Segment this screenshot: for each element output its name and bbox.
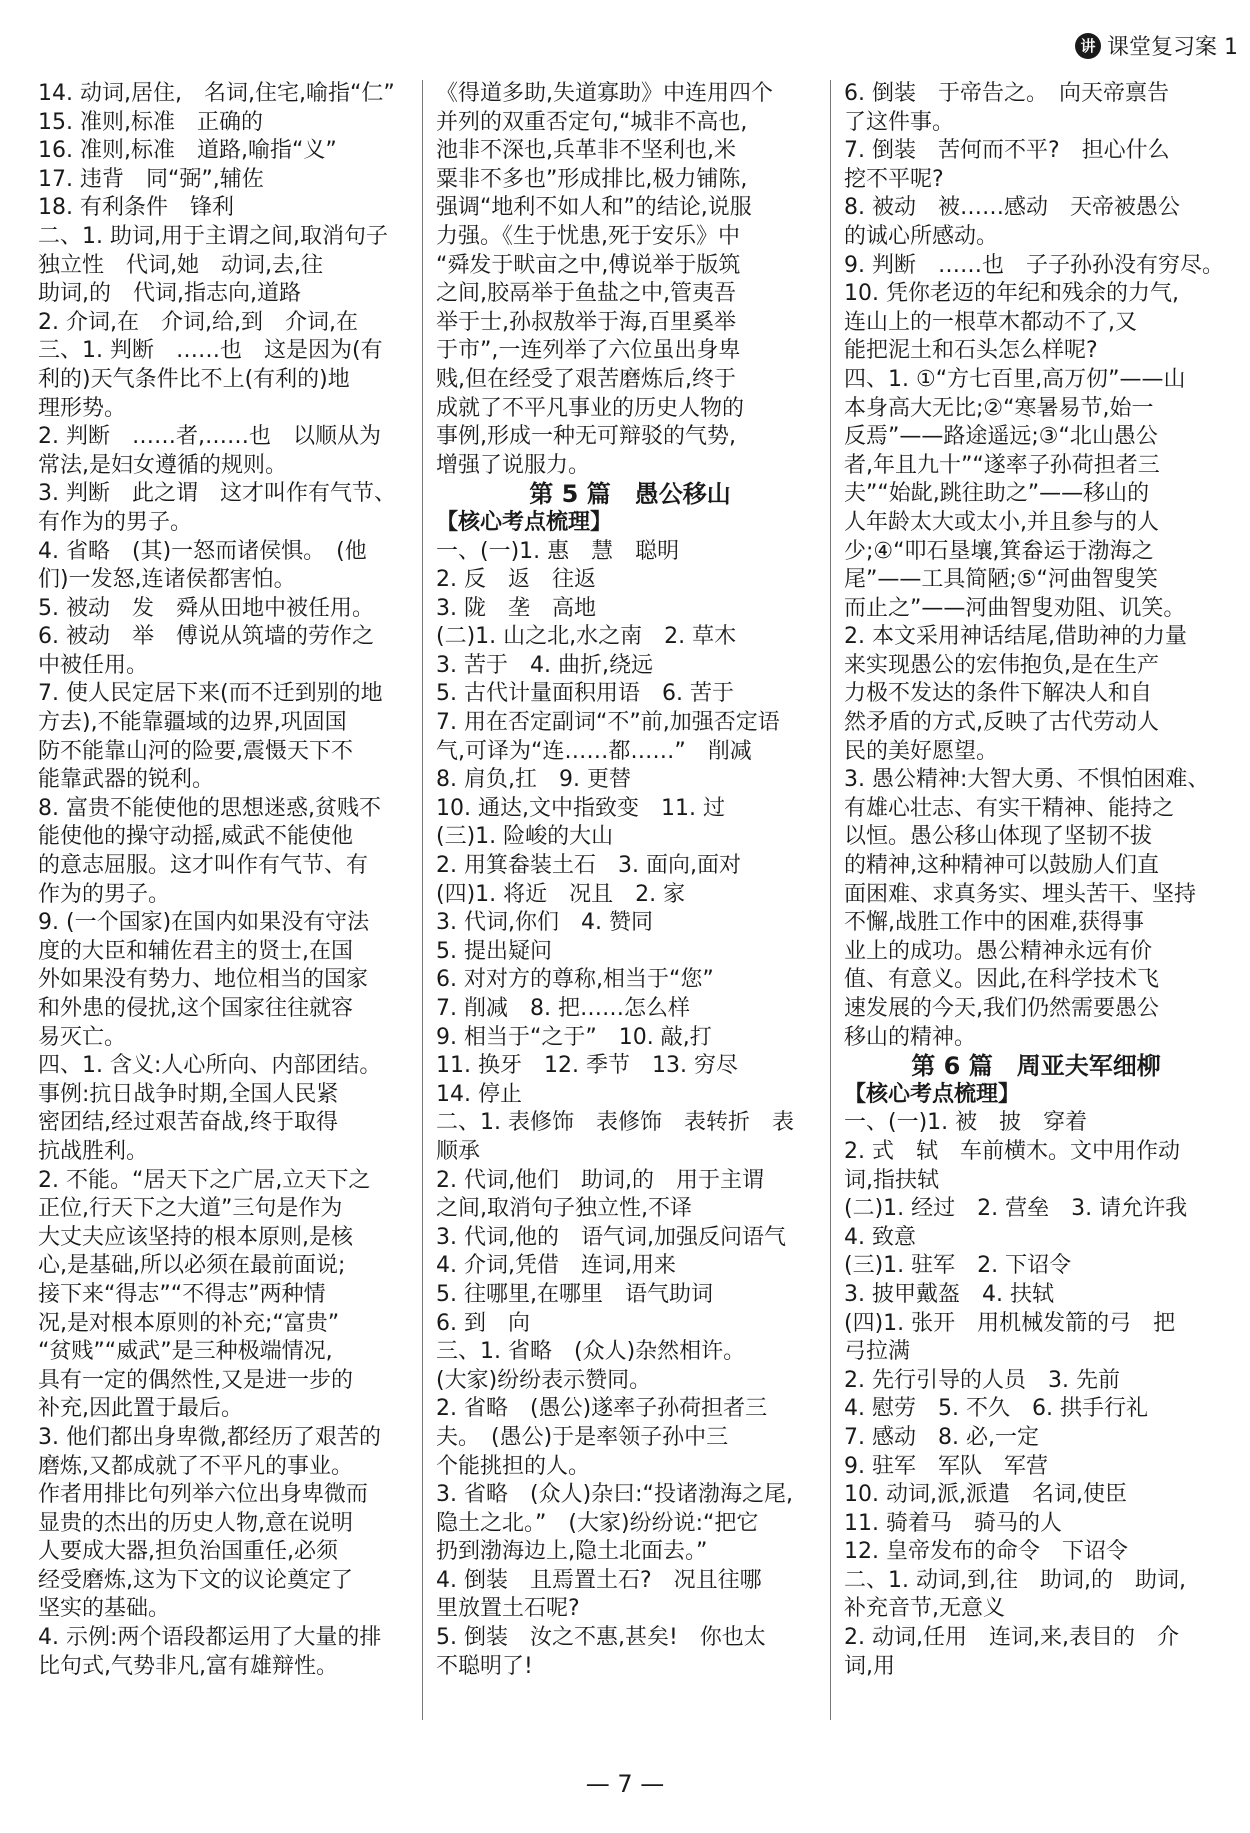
answer-line: 《得道多助,失道寡助》中连用四个 [436, 81, 773, 106]
answer-line: 事例,形成一种无可辩驳的气势, [436, 424, 736, 450]
answer-line: 比句式,气势非凡,富有雄辩性。 [38, 1653, 338, 1679]
answer-line: 况,是对根本原则的补充;“富贵” [38, 1310, 340, 1336]
answer-columns [38, 80, 1228, 1720]
answer-line: 不懈,战胜工作中的困难,获得事 [844, 910, 1144, 936]
answer-line: 二、1. 表修饰 表修饰 表转折 表 [436, 1110, 794, 1136]
answer-line: 15. 准则,标准 正确的 [38, 109, 263, 135]
answer-line: 三、1. 判断 ……也 这是因为(有 [38, 338, 383, 364]
answer-line: 而止之”——河曲智叟劝阻、讥笑。 [844, 595, 1186, 621]
answer-line: 5. 被动 发 舜从田地中被任用。 [38, 595, 374, 621]
answer-line: (大家)纷纷表示赞同。 [436, 1367, 652, 1393]
answer-line: 成就了不平凡事业的历史人物的 [436, 395, 745, 421]
answer-line: 【核心考点梳理】 [436, 509, 613, 535]
answer-line: 心,是基础,所以必须在最前面说; [38, 1253, 346, 1279]
answer-line: 18. 有利条件 锋利 [38, 195, 234, 221]
answer-line: 2. 不能。“居天下之广居,立天下之 [38, 1167, 371, 1193]
answer-line: 民的美好愿望。 [844, 738, 999, 764]
answer-line: 的诚心所感动。 [844, 223, 999, 249]
answer-line: 4. 介词,凭借 连词,用来 [436, 1253, 676, 1279]
answer-line: 能把泥土和石头怎么样呢? [844, 338, 1098, 364]
answer-line: (二)1. 经过 2. 营垒 3. 请允许我 [844, 1196, 1188, 1222]
answer-line: 夫。 (愚公)于是率领子孙中三 [436, 1424, 729, 1450]
answer-line: 第 5 篇 愚公移山 [529, 480, 731, 509]
answer-line: 有作为的男子。 [38, 509, 193, 535]
answer-line: 3. 省略 (众人)杂曰:“投诸渤海之尾, [436, 1482, 793, 1508]
answer-line: 二、1. 动词,到,往 助词,的 助词, [844, 1567, 1186, 1593]
answer-line: 然矛盾的方式,反映了古代劳动人 [844, 710, 1159, 736]
answer-line: 方去),不能靠疆域的边界,巩固国 [38, 710, 347, 736]
answer-line: 气,可译为“连……都……” 削减 [436, 738, 752, 764]
answer-line: 挖不平呢? [844, 166, 944, 192]
answer-line: 第 6 篇 周亚夫军细柳 [911, 1052, 1161, 1081]
answer-line: 四、1. ①“方七百里,高万仞”——山 [844, 366, 1186, 392]
answer-line: 4. 示例:两个语段都运用了大量的排 [38, 1625, 382, 1651]
answer-line: 四、1. 含义:人心所向、内部团结。 [38, 1053, 382, 1079]
answer-line: 7. 使人民定居下来(而不迁到别的地 [38, 681, 383, 707]
answer-line: 17. 违背 同“弼”,辅佐 [38, 166, 264, 192]
answer-line: 具有一定的偶然性,又是进一步的 [38, 1367, 353, 1393]
answer-line: 池非不深也,兵革非不坚利也,米 [436, 138, 736, 164]
answer-line: 独立性 代词,她 动词,去,往 [38, 252, 323, 278]
page-number: — 7 — [585, 1770, 665, 1798]
column-divider [830, 80, 831, 1720]
answer-line: 里放置土石呢? [436, 1596, 580, 1622]
answer-line: 3. 披甲戴盔 4. 扶轼 [844, 1281, 1054, 1307]
answer-line: 7. 削减 8. 把……怎么样 [436, 996, 690, 1021]
answer-line: 并列的双重否定句,“城非不高也, [436, 109, 748, 135]
answer-line: 能使他的操守动摇,威武不能使他 [38, 824, 353, 850]
answer-line: 6. 到 向 [436, 1310, 530, 1336]
answer-line: 外如果没有势力、地位相当的国家 [38, 967, 369, 993]
answer-line: 坚实的基础。 [38, 1596, 171, 1622]
answer-line: 本身高大无比;②“寒暑易节,始一 [844, 395, 1154, 421]
answer-line: 5. 往哪里,在哪里 语气助词 [436, 1281, 713, 1307]
answer-line: 的意志屈服。这才叫作有气节、有 [38, 853, 369, 879]
answer-line: 之间,胶鬲举于鱼盐之中,管夷吾 [436, 281, 736, 307]
answer-line: 5. 倒装 汝之不惠,甚矣! 你也太 [436, 1625, 766, 1651]
answer-line: 度的大臣和辅佐君主的贤士,在国 [38, 938, 353, 964]
answer-line: 10. 凭你老迈的年纪和残余的力气, [844, 281, 1179, 307]
answer-line: 3. 代词,他的 语气词,加强反问语气 [436, 1224, 786, 1250]
column-middle [436, 80, 824, 1720]
answer-line: 【核心考点梳理】 [844, 1081, 1021, 1107]
answer-line: 3. 代词,你们 4. 赞同 [436, 910, 653, 936]
answer-line: (三)1. 驻军 2. 下诏令 [844, 1253, 1072, 1279]
answer-line: 二、1. 助词,用于主谓之间,取消句子 [38, 223, 388, 249]
answer-line: 11. 骑着马 骑马的人 [844, 1510, 1062, 1536]
answer-line: 反焉”——路途遥远;③“北山愚公 [844, 424, 1158, 450]
answer-line: 们)一发怒,连诸侯都害怕。 [38, 567, 296, 593]
answer-line: (四)1. 将近 况且 2. 家 [436, 881, 686, 907]
answer-line: 增强了说服力。 [436, 452, 591, 478]
answer-line: 10. 通达,文中指致变 11. 过 [436, 795, 725, 821]
answer-line: 2. 先行引导的人员 3. 先前 [844, 1367, 1120, 1393]
answer-line: 粟非不多也”形成排比,极力铺陈, [436, 166, 748, 192]
answer-line: 力强。《生于忧患,死于安乐》中 [436, 223, 740, 249]
answer-line: 补充音节,无意义 [844, 1596, 1005, 1622]
answer-line: 扔到渤海边上,隐土北面去。” [436, 1539, 708, 1565]
answer-line: 3. 陇 垄 高地 [436, 595, 596, 621]
answer-line: 6. 对对方的尊称,相当于“您” [436, 967, 714, 993]
answer-line: 7. 感动 8. 必,一定 [844, 1424, 1039, 1450]
answer-line: 5. 提出疑问 [436, 938, 552, 964]
answer-line: 人要成大器,担负治国重任,必须 [38, 1539, 338, 1565]
answer-line: 词,用 [844, 1653, 895, 1679]
answer-line: 事例:抗日战争时期,全国人民紧 [38, 1081, 339, 1107]
answer-line: 利的)天气条件比不上(有利的)地 [38, 366, 350, 392]
answer-line: 4. 省略 (其)一怒而诸侯惧。 (他 [38, 538, 367, 564]
answer-line: 力极不发达的条件下解决人和自 [844, 681, 1153, 707]
answer-line: 来实现愚公的宏伟抱负,是在生产 [844, 652, 1159, 678]
answer-line: 12. 皇帝发布的命令 下诏令 [844, 1539, 1128, 1565]
answer-line: 2. 本文采用神话结尾,借助神的力量 [844, 624, 1187, 650]
answer-line: 的精神,这种精神可以鼓励人们直 [844, 853, 1159, 879]
answer-line: 和外患的侵扰,这个国家往往就容 [38, 996, 353, 1021]
answer-line: 2. 反 返 往返 [436, 567, 596, 593]
answer-line: 顺承 [436, 1138, 481, 1164]
answer-line: 速发展的今天,我们仍然需要愚公 [844, 996, 1159, 1021]
answer-line: 易灭亡。 [38, 1024, 127, 1050]
answer-line: 2. 判断 ……者,……也 以顺从为 [38, 424, 381, 450]
answer-line: 14. 动词,居住, 名词,住宅,喻指“仁” [38, 81, 395, 106]
answer-line: 助词,的 代词,指志向,道路 [38, 281, 301, 307]
answer-line: 理形势。 [38, 395, 127, 421]
answer-line: 经受磨炼,这为下文的议论奠定了 [38, 1567, 353, 1593]
answer-line: 业上的成功。愚公精神永远有价 [844, 938, 1153, 964]
answer-line: 一、(一)1. 惠 慧 聪明 [436, 538, 680, 564]
answer-line: 贱,但在经受了艰苦磨炼后,终于 [436, 366, 736, 392]
answer-line: 补充,因此置于最后。 [38, 1396, 243, 1422]
answer-line: 8. 富贵不能使他的思想迷惑,贫贱不 [38, 795, 381, 821]
answer-line: 了这件事。 [844, 109, 955, 135]
answer-line: 4. 慰劳 5. 不久 6. 拱手行礼 [844, 1396, 1148, 1422]
answer-line: 以恒。愚公移山体现了坚韧不拔 [844, 824, 1153, 850]
answer-line: 3. 判断 此之谓 这才叫作有气节、 [38, 481, 396, 507]
answer-line: 2. 用箕畚装土石 3. 面向,面对 [436, 853, 741, 879]
answer-line: 3. 愚公精神:大智大勇、不惧怕困难、 [844, 767, 1210, 793]
answer-line: 举于士,孙叔敖举于海,百里奚举 [436, 309, 736, 335]
answer-line: 值、有意义。因此,在科学技术飞 [844, 967, 1159, 993]
answer-line: 词,指扶轼 [844, 1167, 939, 1193]
answer-line: 3. 苦于 4. 曲折,绕远 [436, 652, 653, 678]
answer-line: 7. 用在否定副词“不”前,加强否定语 [436, 710, 780, 736]
answer-line: 少;④“叩石垦壤,箕畚运于渤海之 [844, 538, 1154, 564]
answer-line: 9. 判断 ……也 子子孙孙没有穷尽。 [844, 252, 1224, 278]
answer-line: “贫贱”“威武”是三种极端情况, [38, 1339, 333, 1365]
answer-line: 10. 动词,派,派遣 名词,使臣 [844, 1482, 1127, 1508]
answer-line: 显贵的杰出的历史人物,意在说明 [38, 1510, 353, 1536]
answer-line: 6. 倒装 于帝告之。 向天帝禀告 [844, 81, 1169, 106]
answer-line: 移山的精神。 [844, 1024, 977, 1050]
answer-line: 11. 换牙 12. 季节 13. 穷尽 [436, 1053, 738, 1079]
answer-line: 不聪明了! [436, 1653, 533, 1679]
answer-line: 6. 被动 举 傅说从筑墙的劳作之 [38, 624, 374, 650]
answer-line: 9. 驻军 军队 军营 [844, 1453, 1048, 1479]
answer-line: 有雄心壮志、有实干精神、能持之 [844, 795, 1175, 821]
answer-line: 5. 古代计量面积用语 6. 苦于 [436, 681, 734, 707]
answer-line: 能靠武器的锐利。 [38, 767, 215, 793]
answer-line: 作为的男子。 [38, 881, 171, 907]
answer-line: 之间,取消句子独立性,不译 [436, 1196, 692, 1222]
answer-line: (二)1. 山之北,水之南 2. 草木 [436, 624, 737, 650]
answer-line: 弓拉满 [844, 1339, 911, 1365]
answer-line: 14. 停止 [436, 1081, 522, 1107]
answer-line: 8. 肩负,扛 9. 更替 [436, 767, 631, 793]
answer-line: “舜发于畎亩之中,傅说举于版筑 [436, 252, 741, 278]
answer-line: (四)1. 张开 用机械发箭的弓 把 [844, 1310, 1176, 1336]
answer-line: 常法,是妇女遵循的规则。 [38, 452, 287, 478]
answer-line: 3. 他们都出身卑微,都经历了艰苦的 [38, 1424, 381, 1450]
answer-line: 作者用排比句列举六位出身卑微而 [38, 1482, 369, 1508]
column-divider [422, 80, 423, 1720]
answer-line: 尾”——工具简陋;⑤“河曲智叟笑 [844, 567, 1158, 593]
answer-line: 强调“地利不如人和”的结论,说服 [436, 195, 752, 221]
page-header [1075, 30, 1238, 61]
answer-line: 于市”,一连列举了六位虽出身卑 [436, 338, 741, 364]
answer-line: 16. 准则,标准 道路,喻指“义” [38, 138, 337, 164]
answer-line: 防不能靠山河的险要,震慑天下不 [38, 738, 353, 764]
answer-line: 2. 动词,任用 连词,来,表目的 介 [844, 1625, 1179, 1651]
answer-line: 2. 介词,在 介词,给,到 介词,在 [38, 309, 358, 335]
answer-line: 2. 省略 (愚公)遂率子孙荷担者三 [436, 1396, 768, 1422]
answer-line: 4. 倒装 且焉置土石? 况且往哪 [436, 1567, 762, 1593]
answer-line: 9. (一个国家)在国内如果没有守法 [38, 910, 370, 936]
column-right [844, 80, 1228, 1720]
answer-line: 人年龄太大或太小,并且参与的人 [844, 509, 1159, 535]
answer-line: 9. 相当于“之于” 10. 敲,打 [436, 1024, 712, 1050]
answer-line: 隐土之北。” (大家)纷纷说:“把它 [436, 1510, 759, 1536]
answer-line: 密团结,经过艰苦奋战,终于取得 [38, 1110, 338, 1136]
answer-line: 面困难、求真务实、埋头苦干、坚持 [844, 881, 1197, 907]
answer-line: 接下来“得志”“不得志”两种情 [38, 1281, 326, 1307]
answer-line: 一、(一)1. 被 披 穿着 [844, 1110, 1088, 1136]
column-left [38, 80, 408, 1720]
answer-line: 者,年且九十”“遂率子孙荷担者三 [844, 452, 1160, 478]
answer-line: (三)1. 险峻的大山 [436, 824, 614, 850]
answer-line: 三、1. 省略 (众人)杂然相许。 [436, 1339, 746, 1365]
answer-line: 2. 代词,他们 助词,的 用于主谓 [436, 1167, 764, 1193]
header-title: 课堂复习案 1 [1107, 35, 1238, 60]
answer-line: 磨炼,又都成就了不平凡的事业。 [38, 1453, 353, 1479]
book-logo-icon: 讲 [1075, 33, 1101, 59]
answer-line: 8. 被动 被……感动 天帝被愚公 [844, 195, 1180, 221]
answer-line: 大丈夫应该坚持的根本原则,是核 [38, 1224, 353, 1250]
answer-line: 中被任用。 [38, 652, 149, 678]
answer-line: 7. 倒装 苦何而不平? 担心什么 [844, 138, 1170, 164]
answer-line: 正位,行天下之大道”三句是作为 [38, 1196, 343, 1222]
answer-line: 抗战胜利。 [38, 1138, 149, 1164]
answer-line: 个能挑担的人。 [436, 1453, 591, 1479]
answer-line: 4. 致意 [844, 1224, 916, 1250]
answer-line: 夫”“始龀,跳往助之”——移山的 [844, 481, 1150, 507]
answer-line: 2. 式 轼 车前横木。文中用作动 [844, 1138, 1180, 1164]
answer-line: 连山上的一根草木都动不了,又 [844, 309, 1137, 335]
